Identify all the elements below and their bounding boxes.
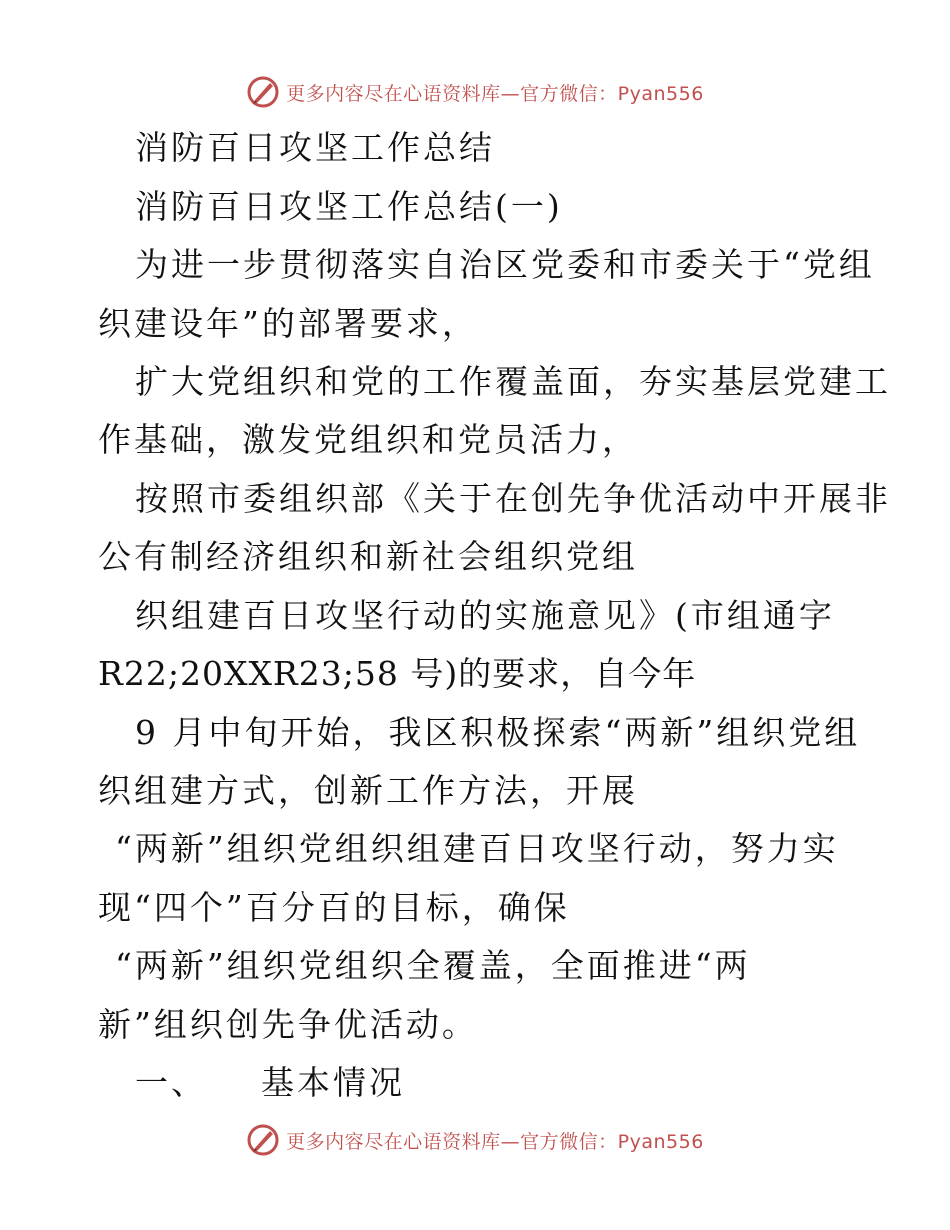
paragraph-line: 织组建百日攻坚行动的实施意见》(市组通字 [135, 596, 835, 635]
paragraph-line: “两新”组织党组织全覆盖，全面推进“两 [115, 946, 751, 985]
paragraph-line: R22;20XXR23;58 号)的要求，自今年 [98, 654, 697, 693]
paragraph-line: 作基础，激发党组织和党员活力， [98, 420, 638, 459]
header-banner [0, 72, 950, 112]
paragraph-line: 织建设年”的部署要求， [98, 304, 478, 343]
document-title: 消防百日攻坚工作总结 [135, 128, 495, 167]
section-title: 消防百日攻坚工作总结(一) [135, 187, 563, 226]
quill-logo-icon [246, 1123, 280, 1157]
paragraph-line: 现“四个”百分百的目标，确保 [98, 888, 570, 927]
paragraph-line: 按照市委组织部《关于在创先争优活动中开展非 [135, 479, 891, 518]
banner-text: 更多内容尽在心语资料库—官方微信：Pyan556 [286, 1130, 704, 1153]
paragraph-line: 9 月中旬开始，我区积极探索“两新”组织党组 [135, 713, 861, 752]
banner-text: 更多内容尽在心语资料库—官方微信：Pyan556 [286, 82, 704, 105]
footer-banner [0, 1120, 950, 1160]
paragraph-line: “两新”组织党组织组建百日攻坚行动，努力实 [115, 829, 839, 868]
quill-logo-icon [246, 75, 280, 109]
section-heading: 一、 基本情况 [135, 1063, 405, 1102]
paragraph-line: 新”组织创先争优活动。 [98, 1005, 478, 1044]
paragraph-line: 公有制经济组织和新社会组织党组 [98, 537, 638, 576]
paragraph-line: 织组建方式，创新工作方法，开展 [98, 771, 638, 810]
paragraph-line: 扩大党组织和党的工作覆盖面，夯实基层党建工 [135, 362, 891, 401]
paragraph-line: 为进一步贯彻落实自治区党委和市委关于“党组 [135, 245, 875, 284]
